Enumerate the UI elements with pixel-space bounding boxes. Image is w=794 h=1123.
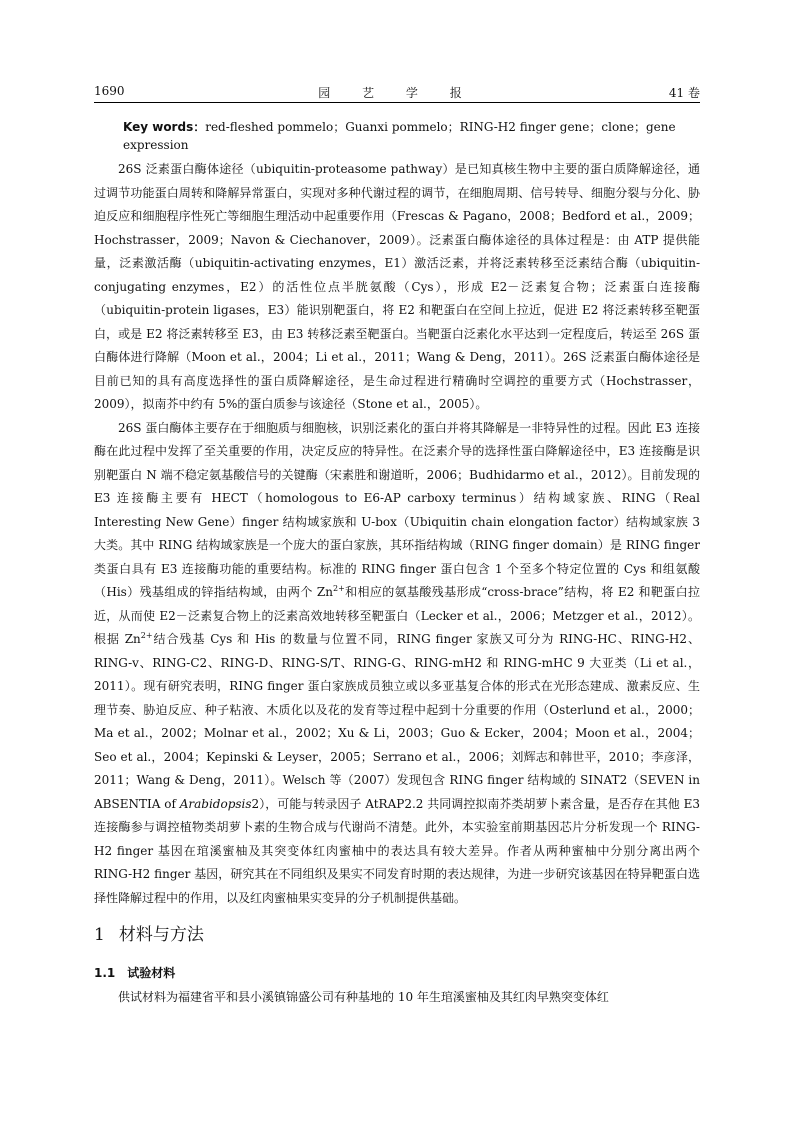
running-header <box>94 84 700 103</box>
paragraph-2-text-c: 结合残基 Cys 和 His 的数量与位置不同，RING finger 家族又可分为 RING-HC、RING-H2、RING-v、RING-C2、RING-D、RING-S/T、RING-G、RING-mH2 和 RING-mHC 9 大亚类（Li et al.，2011）。现有研究表明，RING finger 蛋白家族成员独立或以多亚基复合体的形式在光形态建成、激素反应、生理节奏、胁迫反应、种子粘液、木质化以及花的发育等过程中起到十分重要的作用（Osterlund et al.，2000；Ma et al.，2002；Molnar et al.，2002；Xu & Li，2003；Guo & Ecker，2004；Moon et al.，2004；Seo et al.，2004；Kepinski & Leyser，2005；Serrano et al.，2006；刘辉志和韩世平，2010；李彦泽，2011；Wang & Deng，2011）。Welsch 等（2007）发现包含 RING finger 结构域的 SINAT2（SEVEN in ABSENTIA of <box>94 632 701 811</box>
section-number: 1 <box>94 925 105 945</box>
paragraph-2-text-d: 2），可能与转录因子 AtRAP2.2 共同调控拟南芥类胡萝卜素含量，是否存在其他 E3 连接酶参与调控植物类胡萝卜素的生物合成与代谢尚不清楚。此外，本实验室前期基因芯片分析发现一个 RING-H2 finger 基因在琯溪蜜柚及其突变体红肉蜜柚中的表达具有较大差异。作者从两种蜜柚中分别分离出两个 RING-H2 finger 基因，研究其在不同组织及果实不同发育时期的表达规律，为进一步研究该基因在特异靶蛋白选择性降解过程中的作用，以及红肉蜜柚果实变异的分子机制提供基础。 <box>94 796 700 905</box>
page-number: 1690 <box>94 84 125 98</box>
section-heading <box>94 920 204 945</box>
article-body <box>94 158 700 910</box>
subsection-number: 1.1 <box>94 966 116 980</box>
superscript-zn-2: 2+ <box>140 631 153 640</box>
paragraph-2-text-b: 和相应的氨基酸残基形成“cross-brace”结构，将 E2 和靶蛋白拉近，从而使 E2－泛素复合物上的泛素高效地转移至靶蛋白（Lecker et al.，2006；Metzger et al.，2012）。根据 Zn <box>94 585 700 646</box>
paragraph-2 <box>94 417 700 911</box>
species-name-italic: Arabidopsis <box>179 796 252 811</box>
keywords-line <box>123 118 700 154</box>
journal-title: 园 艺 学 报 <box>318 86 476 100</box>
subsection-title: 试验材料 <box>127 966 176 980</box>
keywords-text: red-fleshed pommelo；Guanxi pommelo；RING-H2 finger gene；clone；gene expression <box>123 120 676 152</box>
subsection-heading <box>94 964 175 981</box>
paragraph-1: 26S 泛素蛋白酶体途径（ubiquitin-proteasome pathway）是已知真核生物中主要的蛋白质降解途径，通过调节功能蛋白周转和降解异常蛋白，实现对多种代谢过程的调节，在细胞周期、信号转导、细胞分裂与分化、胁迫反应和细胞程序性死亡等细胞生理活动中起重要作用（Frescas & Pagano，2008；Bedford et al.，2009；Hochstrasser，2009；Navon & Ciechanover，2009）。泛素蛋白酶体途径的具体过程是：由 ATP 提供能量，泛素激活酶（ubiquitin-activating enzymes，E1）激活泛素，并将泛素转移至泛素结合酶（ubiquitin-conjugating enzymes，E2）的活性位点半胱氨酸（Cys），形成 E2－泛素复合物；泛素蛋白连接酶（ubiquitin-protein ligases，E3）能识别靶蛋白，将 E2 和靶蛋白在空间上拉近，促进 E2 将泛素转移至靶蛋白，或是 E2 将泛素转移至 E3，由 E3 转移泛素至靶蛋白。当靶蛋白泛素化水平达到一定程度后，转运至 26S 蛋白酶体进行降解（Moon et al.，2004；Li et al.，2011；Wang & Deng，2011）。26S 泛素蛋白酶体途径是目前已知的具有高度选择性的蛋白质降解途径，是生命过程进行精确时空调控的重要方式（Hochstrasser，2009），拟南芥中约有 5%的蛋白质参与该途径（Stone et al.，2005）。 <box>94 162 700 411</box>
paragraph-2-text-a: 26S 蛋白酶体主要存在于细胞质与细胞核，识别泛素化的蛋白并将其降解是一非特异性的过程。因此 E3 连接酶在此过程中发挥了至关重要的作用，决定反应的特异性。在泛素介导的选择性蛋白降解途径中，E3 连接酶是识别靶蛋白 N 端不稳定氨基酸信号的关键酶（宋素胜和谢道昕，2006；Budhidarmo et al.，2012）。目前发现的 E3 连接酶主要有 HECT（homologous to E6-AP carboxy terminus）结构域家族、RING（Real Interesting New Gene）finger 结构域家族和 U-box（Ubiquitin chain elongation factor）结构域家族 3 大类。其中 RING 结构域家族是一个庞大的蛋白家族，其环指结构域（RING finger domain）是 RING finger 类蛋白具有 E3 连接酶功能的重要结构。标准的 RING finger 蛋白包含 1 个至多个特定位置的 Cys 和组氨酸（His）残基组成的锌指结构域，由两个 Zn <box>94 420 700 599</box>
materials-paragraph: 供试材料为福建省平和县小溪镇锦盛公司有种基地的 10 年生琯溪蜜柚及其红肉早熟突变体红 <box>118 990 609 1004</box>
volume-label: 41 卷 <box>668 86 700 100</box>
keywords-label: Key words： <box>123 120 206 134</box>
superscript-zn-1: 2+ <box>332 584 345 593</box>
section-title: 材料与方法 <box>118 925 204 945</box>
